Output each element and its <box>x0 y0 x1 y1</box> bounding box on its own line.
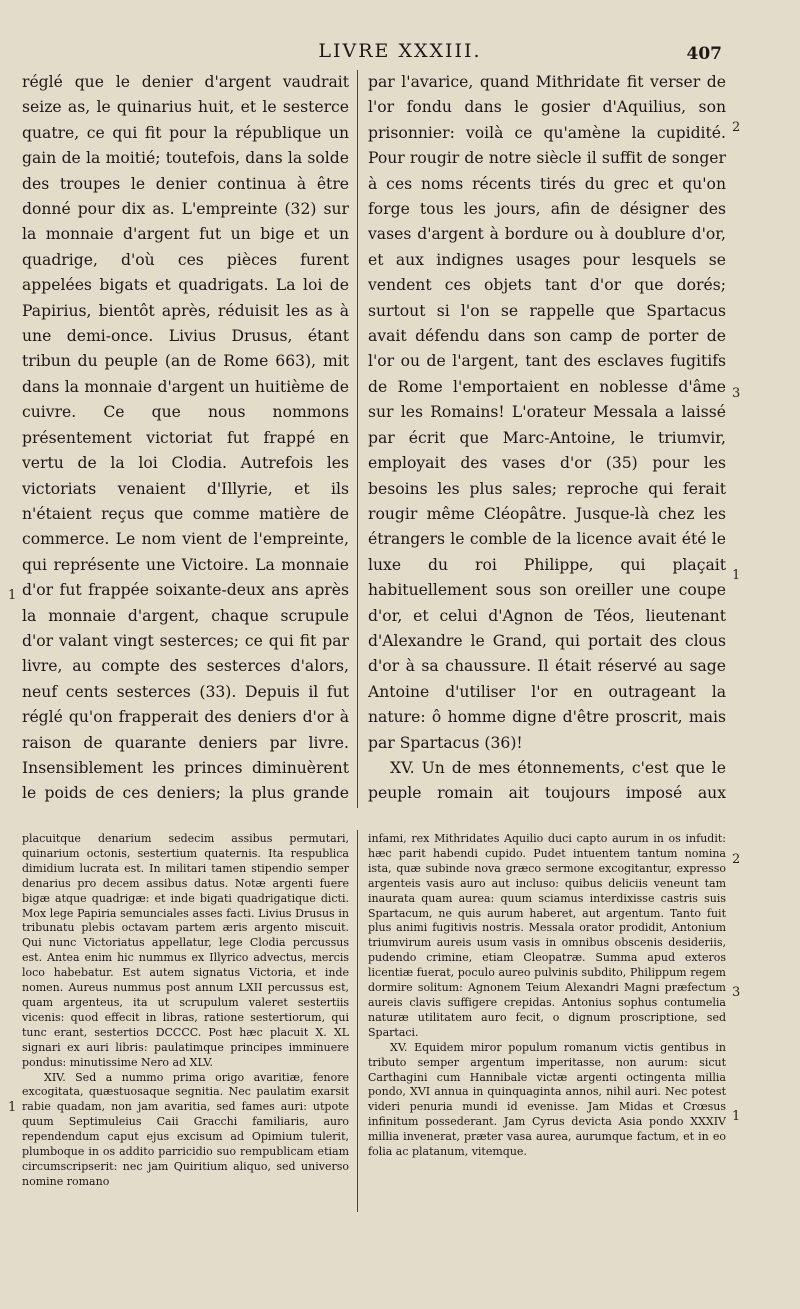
french-column-left <box>22 70 349 810</box>
running-title: LIVRE XXXIII. <box>318 40 482 62</box>
column-divider <box>357 830 358 1212</box>
section-margin-number: 1 <box>8 588 17 603</box>
french-column-right <box>368 70 726 810</box>
section-margin-number: 3 <box>732 985 741 1000</box>
section-margin-number: 3 <box>732 386 741 401</box>
french-paragraph: XV. Un de mes étonnements, c'est que le peuple romain ait toujours imposé aux <box>368 758 726 803</box>
french-paragraph: réglé que le denier d'argent vaudrait seize as, le quinarius huit, et le sesterce quatre, ce qui fit pour la république un gain de la moitié; toutefois, dans la solde des troupes le denier continua à être donné pour dix as. L'empreinte (32) sur la monnaie d'argent fut un bige et un quadrige, d'où ces pièces furent appelées bigats et quadrigats. La loi de Papirius, bientôt après, réduisit les as à une demi-once. Livius Drusus, étant tribun du peuple (an de Rome 663), mit dans la monnaie d'argent un huitième de cuivre. Ce que nous nommons présentement victoriat fut frappé en vertu de la loi Clodia. Autrefois les victoriats venaient d'Illyrie, et ils n'étaient reçus que comme matière de commerce. Le nom vient de l'empreinte, qui représente une Victoire. La monnaie d'or fut frappée soixante-deux ans après la monnaie d'argent, chaque scrupule d'or valant vingt sesterces; ce qui fit par livre, au compte des sesterces d'alors, neuf cents sesterces (33). Depuis il fut réglé qu'on frapperait des deniers d'or à raison de quarante deniers par livre. Insensiblement les princes diminuèrent le poids de ces deniers; la plus grande <box>22 73 349 803</box>
french-paragraph: par l'avarice, quand Mithridate fit verser de l'or fondu dans le gosier d'Aquilius, son prisonnier: voilà ce qu'amène la cupidité. Pour rougir de notre siècle il suffit de songer à ces noms récents tirés du grec et qu'on forge tous les jours, afin de désigner des vases d'argent à bordure ou à doublure d'or, et aux indignes usages pour lesquels se vendent ces objets tant d'or que dorés; surtout si l'on se rappelle que Spartacus avait défendu dans son camp de porter de l'or ou de l'argent, tant des esclaves fugitifs de Rome l'emportaient en noblesse d'âme sur les Romains! L'orateur Messala a laissé par écrit que Marc-Antoine, le triumvir, employait des vases d'or (35) pour les besoins les plus sales; reproche qui ferait rougir même Cléopâtre. Jusque-là chez les étrangers le comble de la licence avait été le luxe du roi Philippe, qui plaçait habituellement sous son oreiller une coupe d'or, et celui d'Agnon de Téos, lieutenant d'Alexandre le Grand, qui portait des clous d'or à sa chaussure. Il était réservé au sage Antoine d'utiliser l'or en outrageant la nature: ô homme digne d'être proscrit, mais par Spartacus (36)! <box>368 73 726 752</box>
latin-column-right <box>368 832 726 1272</box>
latin-paragraph: XIV. Sed a nummo prima origo avaritiæ, fenore excogitata, quæstuosaque segnitia. Nec paulatim exarsit rabie quadam, non jam avaritia, sed fames auri: utpote quum Septimuleius Caii Gracchi familiaris, auro rependendum caput ejus excisum ad Opimium tulerit, plumboque in os addito parricidio suo rempublicam etiam circumscripserit: nec jam Quiritium aliquo, sed universo nomine romano <box>22 1070 349 1188</box>
latin-paragraph: infami, rex Mithridates Aquilio duci capto aurum in os infudit: hæc parit habendi cupido. Pudet intuentem tantum nomina ista, quæ subinde nova græco sermone excogitantur, expresso argenteis vasis auro aut incluso: quibus deliciis veneunt tam inaurata quam aurea: quum sciamus interdixisse castris suis Spartacum, ne quis aurum haberet, aut argentum. Tanto fuit plus animi fugitivis nostris. Messala orator prodidit, Antonium triumvirum aureis usum vasis in omnibus obscenis desideriis, pudendo crimine, etiam Cleopatræ. Summa apud exteros licentiæ fuerat, poculo aureo pulvinis subdito, Philippum regem dormire solitum: Agnonem Teium Alexandri Magni præfectum aureis clavis suffigere crepidas. Antonius sophus contumelia naturæ utilitatem auro fecit, o dignum proscriptione, sed Spartaci. <box>368 832 726 1039</box>
section-margin-number: 1 <box>732 568 741 583</box>
latin-column-left <box>22 832 349 1272</box>
section-margin-number: 1 <box>8 1100 17 1115</box>
latin-paragraph: XV. Equidem miror populum romanum victis gentibus in tributo semper argentum imperitasse, non aurum: sicut Carthagini cum Hannibale victæ argenti octingenta millia pondo, XVI annua in quinquaginta annos, nihil auri. Nec potest videri penuria mundi id evenisse. Jam Midas et Crœsus infinitum possederant. Jam Cyrus devicta Asia pondo XXXIV millia invenerat, præter vasa aurea, aurumque factum, et in eo folia ac platanum, vitemque. <box>368 1040 726 1159</box>
section-margin-number: 2 <box>732 852 741 867</box>
column-divider <box>357 70 358 808</box>
section-margin-number: 2 <box>732 120 741 135</box>
latin-paragraph: placuitque denarium sedecim assibus permutari, quinarium octonis, sestertium quaternis. Ita respublica dimidium lucrata est. In militari tamen stipendio semper denarius pro decem assibus datus. Notæ argenti fuere bigæ atque quadrigæ: et inde bigati quadrigatique dicti. Mox lege Papiria semunciales asses facti. Livius Drusus in tribunatu plebis octavam partem æris argento miscuit. Qui nunc Victoriatus appellatur, lege Clodia percussus est. Antea enim hic nummus ex Illyrico advectus, mercis loco habebatur. Est autem signatus Victoria, et inde nomen. Aureus nummus post annum LXII percussus est, quam argenteus, ita ut scrupulum valeret sestertiis vicenis: quod effecit in libras, ratione sestertiorum, qui tunc erant, sestertios DCCCC. Post hæc placuit X. XL signari ex auri libris: paulatimque principes imminuere pondus: minutissime Nero ad XLV. <box>22 832 349 1069</box>
section-margin-number: 1 <box>732 1109 741 1124</box>
page-number: 407 <box>686 44 722 64</box>
